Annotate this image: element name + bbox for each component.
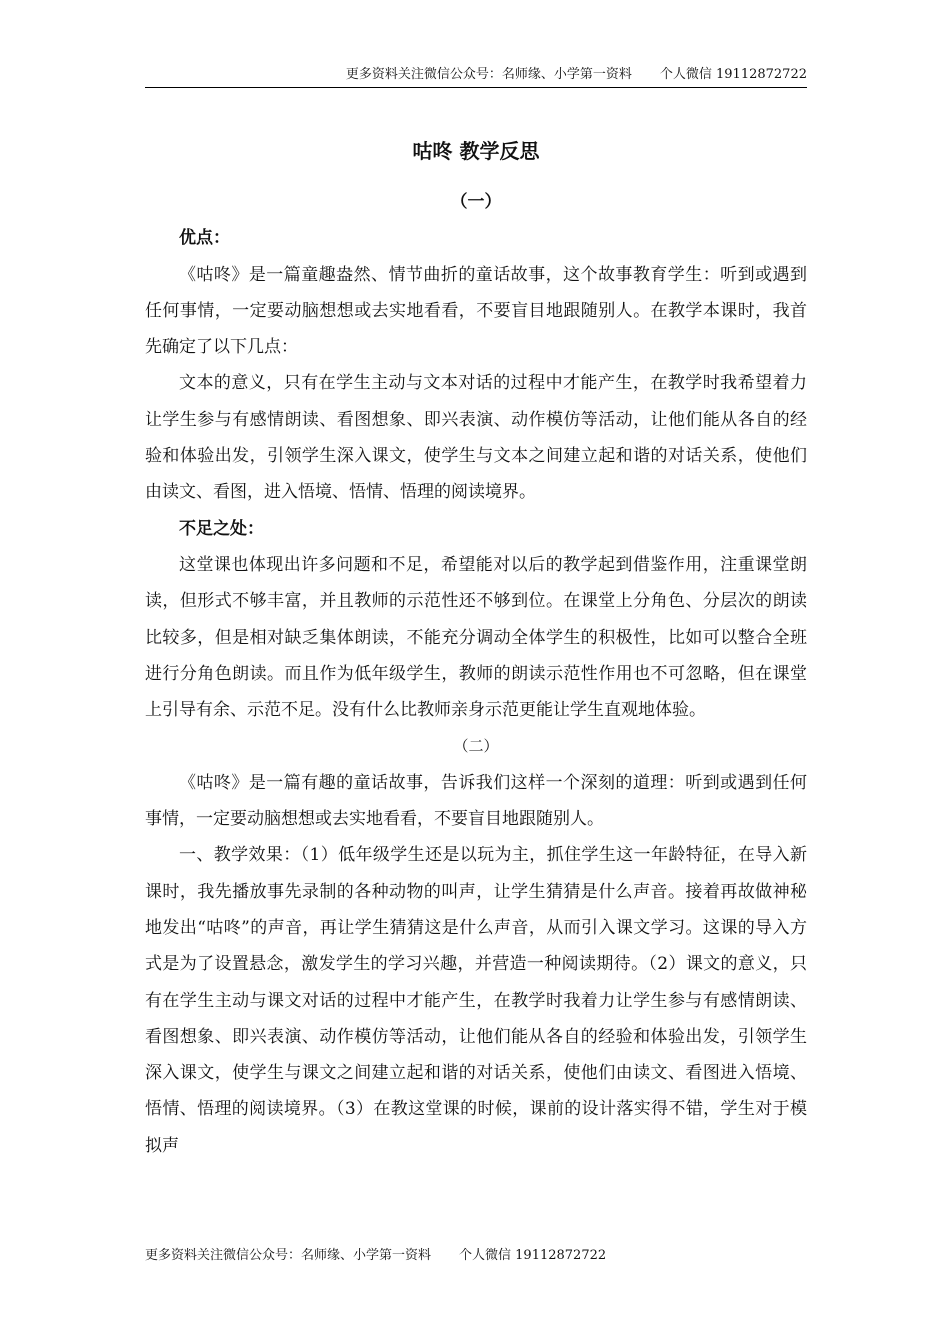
paragraph-shortcomings: 这堂课也体现出许多问题和不足，希望能对以后的教学起到借鉴作用，注重课堂朗读，但形式不够丰富，并且教师的示范性还不够到位。在课堂上分角色、分层次的朗读比较多，但是相对缺乏集体朗读，不能充分调动全体学生的积极性，比如可以整合全班进行分角色朗读。而且作为低年级学生，教师的朗读示范性作用也不可忽略，但在课堂上引导有余、示范不足。没有什么比教师亲身示范更能让学生直观地体验。 [145, 554, 807, 721]
paragraph-text-meaning: 文本的意义，只有在学生主动与文本对话的过程中才能产生，在教学时我希望着力让学生参与有感情朗读、看图想象、即兴表演、动作模仿等活动，让他们能从各自的经验和体验出发，引领学生深入课文，使学生与文本之间建立起和谐的对话关系，使他们由读文、看图，进入悟境、悟情、悟理的阅读境界。 [145, 373, 807, 503]
section-one-heading: （一） [450, 192, 502, 212]
paragraph-teaching-effect: 一、教学效果：（1）低年级学生还是以玩为主，抓住学生这一年龄特征，在导入新课时，我先播放事先录制的各种动物的叫声，让学生猜猜是什么声音。接着再故做神秘地发出“咕咚”的声音，再让学生猜猜这是什么声音，从而引入课文学习。这课的导入方式是为了设置悬念，激发学生的学习兴趣，并营造一种阅读期待。（2）课文的意义，只有在学生主动与课文对话的过程中才能产生，在教学时我着力让学生参与有感情朗读、看图想象、即兴表演、动作模仿等活动，让他们能从各自的经验和体验出发，引领学生深入课文，使学生与课文之间建立起和谐的对话关系，使他们由读文、看图进入悟境、悟情、悟理的阅读境界。（3）在教这堂课的时候，课前的设计落实得不错，学生对于模拟声 [145, 845, 807, 1156]
document-title: 咕咚 教学反思 [412, 139, 540, 163]
footer-wechat-account-text: 更多资料关注微信公众号：名师缘、小学第一资料 [145, 1248, 432, 1263]
header-wechat-account-text: 更多资料关注微信公众号：名师缘、小学第一资料 [345, 67, 632, 82]
header-personal-wechat-text: 个人微信 19112872722 [659, 67, 807, 82]
header-divider [145, 87, 807, 88]
paragraph-intro: 《咕咚》是一篇童趣盎然、情节曲折的童话故事，这个故事教育学生：听到或遇到任何事情，一定要动脑想想或去实地看看，不要盲目地跟随别人。在教学本课时，我首先确定了以下几点： [145, 264, 807, 358]
shortcomings-heading: 不足之处： [179, 518, 264, 539]
page-footer [145, 1247, 807, 1265]
paragraph-story-summary: 《咕咚》是一篇有趣的童话故事，告诉我们这样一个深刻的道理：听到或遇到任何事情，一定要动脑想想或去实地看看，不要盲目地跟随别人。 [145, 772, 807, 830]
page-header [145, 66, 807, 84]
section-two-heading: （二） [453, 737, 499, 756]
document-body [145, 184, 807, 1164]
advantages-heading: 优点： [179, 228, 230, 249]
footer-personal-wechat-text: 个人微信 19112872722 [459, 1248, 607, 1263]
